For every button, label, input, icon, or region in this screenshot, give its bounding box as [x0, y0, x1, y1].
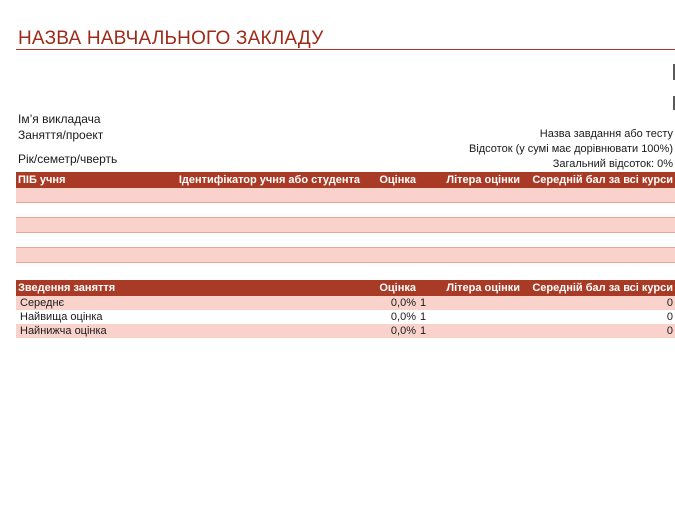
- cell[interactable]: 1: [418, 324, 522, 338]
- assignment-name-label[interactable]: Назва завдання або тесту: [539, 128, 673, 140]
- cell[interactable]: [166, 324, 362, 338]
- cell[interactable]: [522, 203, 675, 218]
- cell[interactable]: [522, 188, 675, 203]
- cell[interactable]: [16, 248, 166, 263]
- col-student-name[interactable]: ПІБ учня: [16, 172, 166, 188]
- table-row[interactable]: [16, 248, 675, 263]
- cell[interactable]: [166, 218, 362, 233]
- col-blank: [166, 280, 362, 296]
- col-grade[interactable]: Оцінка: [362, 172, 418, 188]
- cell[interactable]: [522, 248, 675, 263]
- cell[interactable]: [16, 233, 166, 248]
- col-summary[interactable]: Зведення заняття: [16, 280, 166, 296]
- cell[interactable]: [16, 218, 166, 233]
- teacher-name-label[interactable]: Ім’я викладача: [18, 112, 101, 126]
- students-table: [16, 172, 675, 263]
- cell[interactable]: 0,0%: [362, 324, 418, 338]
- cell[interactable]: Найвища оцінка: [16, 310, 166, 324]
- class-project-label[interactable]: Заняття/проект: [18, 128, 104, 142]
- col-student-id[interactable]: Ідентифікатор учня або студента: [166, 172, 362, 188]
- cell[interactable]: [166, 188, 362, 203]
- col-letter-grade[interactable]: Літера оцінки: [418, 280, 522, 296]
- total-percent-label: Загальний відсоток: 0%: [552, 158, 673, 170]
- cell[interactable]: [522, 218, 675, 233]
- page-title: НАЗВА НАВЧАЛЬНОГО ЗАКЛАДУ: [18, 28, 324, 49]
- table-row[interactable]: [16, 188, 675, 203]
- summary-row-highest[interactable]: [16, 310, 675, 324]
- cell[interactable]: [166, 233, 362, 248]
- cell[interactable]: [522, 233, 675, 248]
- cell[interactable]: [362, 218, 418, 233]
- title-divider: [16, 49, 675, 50]
- cell[interactable]: 0,0%: [362, 310, 418, 324]
- summary-table: [16, 280, 675, 338]
- col-average[interactable]: Середній бал за всі курси: [522, 280, 675, 296]
- cell[interactable]: [362, 248, 418, 263]
- col-grade[interactable]: Оцінка: [362, 280, 418, 296]
- cell[interactable]: 1: [418, 296, 522, 310]
- summary-row-average[interactable]: [16, 296, 675, 310]
- col-average[interactable]: Середній бал за всі курси: [522, 172, 675, 188]
- cell[interactable]: Найнижча оцінка: [16, 324, 166, 338]
- summary-header-row: [16, 280, 675, 296]
- cell[interactable]: [166, 203, 362, 218]
- cell[interactable]: [166, 310, 362, 324]
- cell[interactable]: [418, 203, 522, 218]
- cell[interactable]: 0: [522, 324, 675, 338]
- cell[interactable]: [16, 188, 166, 203]
- summary-row-lowest[interactable]: [16, 324, 675, 338]
- col-letter-grade[interactable]: Літера оцінки: [418, 172, 522, 188]
- cell[interactable]: [166, 296, 362, 310]
- table-row[interactable]: [16, 203, 675, 218]
- term-label[interactable]: Рік/семетр/чверть: [18, 152, 118, 166]
- cell[interactable]: 1: [418, 310, 522, 324]
- cell[interactable]: 0: [522, 296, 675, 310]
- cell[interactable]: [418, 188, 522, 203]
- students-header-row: [16, 172, 675, 188]
- cell[interactable]: [362, 188, 418, 203]
- cell[interactable]: 0: [522, 310, 675, 324]
- table-row[interactable]: [16, 218, 675, 233]
- cell[interactable]: [362, 203, 418, 218]
- cell[interactable]: [362, 233, 418, 248]
- table-row[interactable]: [16, 233, 675, 248]
- cell[interactable]: [418, 248, 522, 263]
- cell[interactable]: [418, 233, 522, 248]
- cell[interactable]: [16, 203, 166, 218]
- percent-weight-label[interactable]: Відсоток (у сумі має дорівнювати 100%): [468, 143, 673, 155]
- cell[interactable]: [166, 248, 362, 263]
- cell[interactable]: [418, 218, 522, 233]
- cell[interactable]: Середнє: [16, 296, 166, 310]
- cell[interactable]: 0,0%: [362, 296, 418, 310]
